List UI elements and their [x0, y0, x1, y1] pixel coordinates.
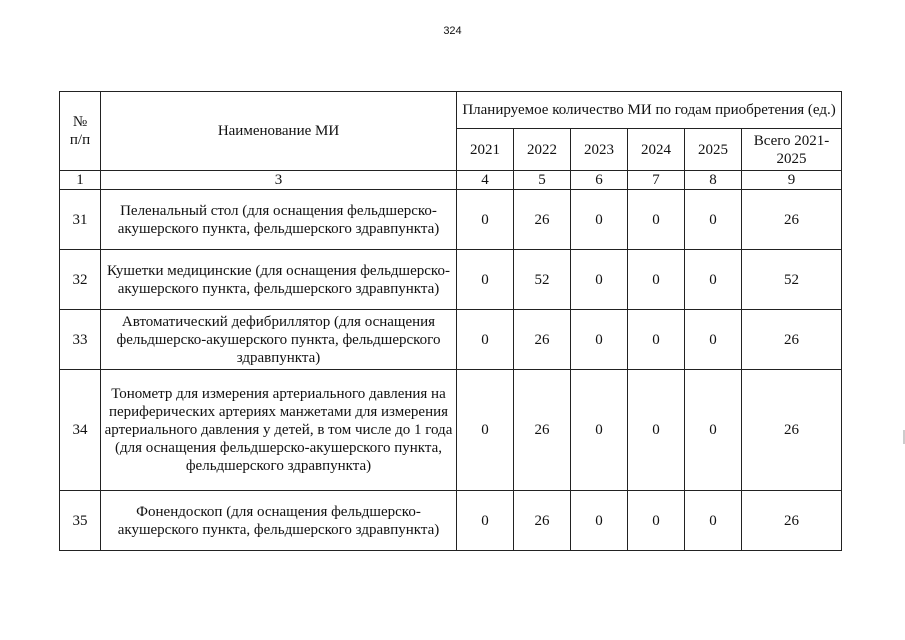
cell-total: 26: [742, 370, 842, 491]
table-row: [60, 250, 842, 310]
header-name: Наименование МИ: [101, 92, 457, 171]
cell-2022: 26: [514, 491, 571, 551]
cell-2021: 0: [457, 190, 514, 250]
cell-2021: 0: [457, 310, 514, 370]
cell-total: 26: [742, 491, 842, 551]
cell-2022: 26: [514, 370, 571, 491]
header-year: 2021: [457, 129, 514, 171]
index-cell: 1: [60, 171, 101, 190]
cell-2021: 0: [457, 250, 514, 310]
cell-2023: 0: [571, 250, 628, 310]
row-name: Пеленальный стол (для оснащения фельдшерско-акушерского пункта, фельдшерского здравпункта): [101, 190, 457, 250]
cell-2022: 26: [514, 190, 571, 250]
row-num: 33: [60, 310, 101, 370]
row-name: Фонендоскоп (для оснащения фельдшерско-акушерского пункта, фельдшерского здравпункта): [101, 491, 457, 551]
cell-2021: 0: [457, 370, 514, 491]
table-row: [60, 491, 842, 551]
table-row: [60, 310, 842, 370]
cell-2021: 0: [457, 491, 514, 551]
cell-2023: 0: [571, 310, 628, 370]
header-planned: Планируемое количество МИ по годам приобретения (ед.): [457, 92, 842, 129]
cell-2022: 52: [514, 250, 571, 310]
cell-total: 26: [742, 190, 842, 250]
index-cell: 4: [457, 171, 514, 190]
row-name: Кушетки медицинские (для оснащения фельдшерско-акушерского пункта, фельдшерского здравпункта): [101, 250, 457, 310]
cell-2024: 0: [628, 250, 685, 310]
cell-2025: 0: [685, 491, 742, 551]
header-total: Всего 2021-2025: [742, 129, 842, 171]
index-row: [60, 171, 842, 190]
cell-2024: 0: [628, 370, 685, 491]
cell-2025: 0: [685, 250, 742, 310]
row-name: Автоматический дефибриллятор (для оснащения фельдшерско-акушерского пункта, фельдшерского здравпункта): [101, 310, 457, 370]
cell-2023: 0: [571, 370, 628, 491]
index-cell: 5: [514, 171, 571, 190]
cell-2023: 0: [571, 190, 628, 250]
table-row: [60, 370, 842, 491]
cell-2024: 0: [628, 310, 685, 370]
page-number: 324: [443, 25, 462, 37]
row-num: 32: [60, 250, 101, 310]
cell-2025: 0: [685, 190, 742, 250]
index-cell: 8: [685, 171, 742, 190]
cell-2024: 0: [628, 190, 685, 250]
index-cell: 7: [628, 171, 685, 190]
row-num: 31: [60, 190, 101, 250]
index-cell: 6: [571, 171, 628, 190]
cell-2023: 0: [571, 491, 628, 551]
header-year: 2022: [514, 129, 571, 171]
row-name: Тонометр для измерения артериального давления на периферических артериях манжетами для измерения артериального давления у детей, в том числе до 1 года (для оснащения фельдшерско-акушерского пункта, фельдшерского здравпункта): [101, 370, 457, 491]
cell-2024: 0: [628, 491, 685, 551]
header-row-1: [60, 92, 842, 129]
cell-2025: 0: [685, 370, 742, 491]
equipment-table: [59, 91, 842, 551]
index-cell: 3: [101, 171, 457, 190]
index-cell: 9: [742, 171, 842, 190]
header-year: 2025: [685, 129, 742, 171]
cell-total: 26: [742, 310, 842, 370]
cell-2025: 0: [685, 310, 742, 370]
row-num: 34: [60, 370, 101, 491]
header-year: 2024: [628, 129, 685, 171]
table-row: [60, 190, 842, 250]
cell-total: 52: [742, 250, 842, 310]
header-num: № п/п: [60, 92, 101, 171]
header-year: 2023: [571, 129, 628, 171]
row-num: 35: [60, 491, 101, 551]
cell-2022: 26: [514, 310, 571, 370]
